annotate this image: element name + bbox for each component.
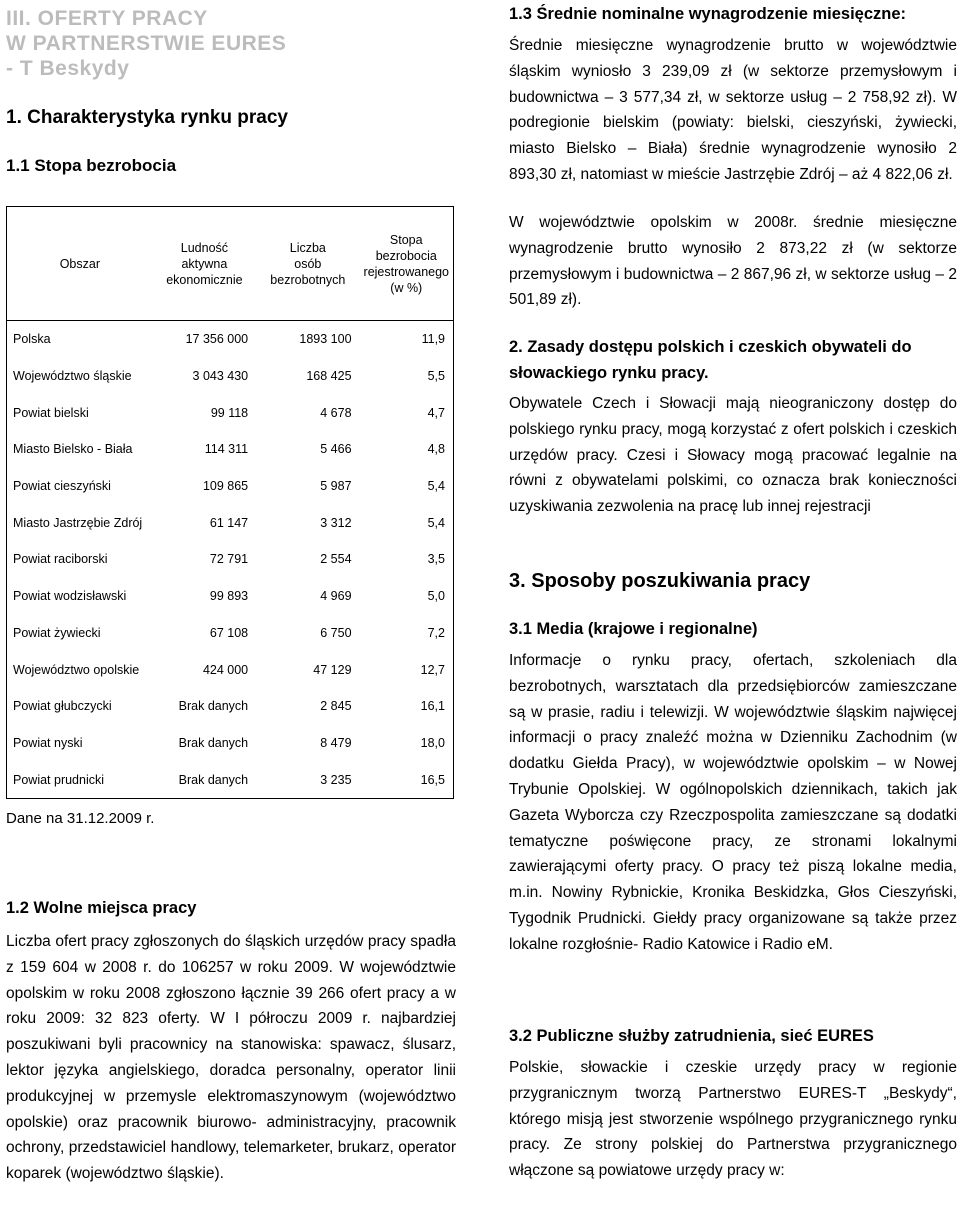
cell-rate: 5,4 [427, 479, 445, 494]
header-line: rejestrowanego [363, 264, 449, 279]
paragraph-1-3b: W województwie opolskim w 2008r. średnie miesięczne wynagrodzenie brutto wynosiło 2 873,22 zł (w sektorze przemysłowym i budownictwa – 2 867,96 zł, w sektorze usług – 2 501,89 zł). [509, 214, 957, 309]
header-rate [360, 207, 454, 321]
heading-1: 1. Charakterystyka rynku pracy [6, 107, 288, 128]
unemployment-table [6, 206, 454, 799]
cell-area: Miasto Bielsko - Biała [13, 442, 133, 457]
cell-area: Polska [13, 332, 51, 347]
cell-unemployed: 2 554 [320, 552, 352, 567]
cell-population: 67 108 [209, 625, 249, 640]
header-unemployed [256, 207, 359, 321]
cell-unemployed: 8 479 [320, 735, 352, 750]
cell-unemployed: 1893 100 [299, 332, 352, 347]
paragraph-1-3a: Średnie miesięczne wynagrodzenie brutto w województwie śląskim wyniosło 3 239,09 zł (w sektorze przemysłowym i budownictwa – 3 577,34 zł, w sektorze usług – 2 758,92 zł). W podregionie bielskim (powiaty: bielski, cieszyński, żywiecki, miasto Bielsko – Biała) średnie wynagrodzenie wynosiło 2 893,30 zł, natomiast w mieście Jastrzębie Zdrój – aż 4 822,06 zł. [509, 37, 957, 183]
paragraph-1-2: Liczba ofert pracy zgłoszonych do śląskich urzędów pracy spadła z 159 604 w 2008 r. do 106257 w roku 2009. W województwie opolskim w roku 2008 zgłoszono łącznie 39 266 ofert pracy a w roku 2009: 32 823 oferty. W I półroczu 2009 r. najbardziej poszukiwani byli pracownicy na stanowiska: spawacz, ślusarz, lektor języka angielskiego, doradca personalny, operator linii produkcyjnej w przemysle elektromaszynowym (województwo opolskie) oraz pracownik biurowo- administracyjny, pracownik ochrony, przedstawiciel handlowy, telemarketer, brukarz, operator koparek (województwo śląskie). [6, 933, 456, 1183]
table-row [7, 615, 454, 652]
table-header-row [7, 207, 454, 321]
cell-rate: 4,8 [427, 442, 445, 457]
cell-area: Powiat wodzisławski [13, 589, 127, 604]
table-row [7, 358, 454, 395]
table-row [7, 541, 454, 578]
heading-2: 2. Zasady dostępu polskich i czeskich obywateli do słowackiego rynku pracy. [509, 338, 912, 382]
cell-area: Powiat żywiecki [13, 625, 101, 640]
table-row [7, 504, 454, 541]
cell-unemployed: 4 678 [320, 405, 352, 420]
header-population [153, 207, 256, 321]
table-row [7, 688, 454, 725]
cell-population: 72 791 [209, 552, 249, 567]
cell-population: 114 311 [204, 442, 249, 457]
heading-3-1: 3.1 Media (krajowe i regionalne) [509, 620, 758, 638]
section-title-line: W PARTNERSTWIE EURES [6, 32, 287, 55]
header-line: bezrobocia [375, 248, 437, 263]
cell-rate: 5,5 [427, 369, 445, 384]
cell-population: 17 356 000 [185, 332, 249, 347]
data-date-note: Dane na 31.12.2009 r. [6, 810, 155, 827]
table-row [7, 651, 454, 688]
cell-rate: 16,1 [420, 699, 445, 714]
cell-population: Brak danych [178, 699, 249, 714]
table-row [7, 468, 454, 505]
cell-area: Powiat prudnicki [13, 772, 105, 787]
cell-area: Województwo śląskie [13, 369, 132, 384]
heading-3: 3. Sposoby poszukiwania pracy [509, 570, 811, 592]
cell-rate: 5,0 [427, 589, 445, 604]
cell-unemployed: 4 969 [320, 589, 352, 604]
section-title-line: III. OFERTY PRACY [6, 7, 208, 30]
header-line: Ludność [180, 240, 229, 255]
header-area: Obszar [7, 207, 153, 321]
cell-rate: 11,9 [421, 332, 445, 347]
cell-unemployed: 47 129 [313, 662, 352, 677]
cell-rate: 5,4 [427, 515, 445, 530]
cell-population: Brak danych [178, 735, 249, 750]
header-line: osób [294, 256, 322, 271]
cell-population: 424 000 [202, 662, 249, 677]
cell-unemployed: 6 750 [320, 625, 352, 640]
cell-rate: 18,0 [420, 735, 445, 750]
cell-rate: 16,5 [420, 772, 445, 787]
cell-population: 99 893 [209, 589, 249, 604]
cell-rate: 7,2 [427, 625, 445, 640]
paragraph-3-1: Informacje o rynku pracy, ofertach, szkoleniach dla bezrobotnych, warsztatach dla przedsiębiorców zamieszczane są w prasie, radiu i telewizji. W województwie śląskim najwięcej informacji o pracy znaleźć można w Dzienniku Zachodnim (w dodatku Giełda Pracy), w województwie opolskim – w Nowej Trybunie Opolskiej. W ogólnopolskich dziennikach, takich jak Gazeta Wyborcza czy Rzeczpospolita zamieszczane są dodatki tematyczne poświęcone pracy, ze stronami lokalnymi zawierającymi oferty pracy. O pracy też piszą lokalne media, m.in. Nowiny Rybnickie, Kronika Beskidzka, Głos Cieszyński, Tygodnik Prudnicki. Giełdy pracy organizowane są także przez lokalne rozgłośnie- Radio Katowice i Radio eM. [509, 652, 957, 953]
cell-area: Powiat bielski [13, 405, 89, 420]
header-line: (w %) [390, 280, 423, 295]
header-line: Stopa [389, 232, 423, 247]
cell-population: 3 043 430 [192, 369, 249, 384]
cell-population: 61 147 [209, 515, 249, 530]
cell-rate: 4,7 [427, 405, 445, 420]
section-title [6, 6, 286, 81]
cell-area: Powiat głubczycki [13, 699, 112, 714]
table-row [7, 761, 454, 798]
table-row [7, 431, 454, 468]
cell-population: Brak danych [178, 772, 249, 787]
cell-area: Powiat nyski [13, 735, 83, 750]
cell-area: Powiat raciborski [13, 552, 108, 567]
table-row [7, 321, 454, 358]
paragraph-2: Obywatele Czech i Słowacji mają nieograniczony dostęp do polskiego rynku pracy, mogą korzystać z ofert polskich i czeskich urzędów pracy. Czesi i Słowacy mogą pracować legalnie na równi z obywatelami polskimi, co oznacza brak konieczności uzyskiwania zezwolenia na pracę lub innej rejestracji [509, 395, 957, 516]
cell-area: Miasto Jastrzębie Zdrój [13, 515, 143, 530]
header-line: bezrobotnych [270, 272, 346, 287]
cell-unemployed: 3 312 [320, 515, 352, 530]
paragraph-3-2: Polskie, słowackie i czeskie urzędy pracy w regionie przygranicznym tworzą Partnerstwo EURES-T „Beskydy“, którego misją jest stworzenie wspólnego przygranicznego rynku pracy. Ze strony polskiej do Partnerstwa przygranicznego włączone są powiatowe urzędy pracy w: [509, 1059, 957, 1180]
cell-area: Województwo opolskie [13, 662, 140, 677]
table-body [7, 321, 454, 799]
heading-1-1: 1.1 Stopa bezrobocia [6, 156, 177, 175]
cell-unemployed: 3 235 [320, 772, 352, 787]
table-row [7, 394, 454, 431]
cell-rate: 3,5 [427, 552, 445, 567]
cell-population: 109 865 [202, 479, 249, 494]
section-title-line: - T Beskydy [6, 57, 130, 80]
table-row [7, 578, 454, 615]
table-row [7, 725, 454, 762]
heading-1-3: 1.3 Średnie nominalne wynagrodzenie miesięczne: [509, 5, 907, 23]
heading-1-2: 1.2 Wolne miejsca pracy [6, 899, 197, 917]
cell-rate: 12,7 [420, 662, 445, 677]
cell-population: 99 118 [210, 405, 249, 420]
header-line: Liczba [289, 240, 326, 255]
header-line: ekonomicznie [166, 272, 243, 287]
cell-area: Powiat cieszyński [13, 479, 111, 494]
cell-unemployed: 168 425 [306, 369, 352, 384]
cell-unemployed: 2 845 [320, 699, 352, 714]
cell-unemployed: 5 987 [320, 479, 352, 494]
cell-unemployed: 5 466 [320, 442, 352, 457]
header-line: aktywna [181, 256, 228, 271]
heading-3-2: 3.2 Publiczne służby zatrudnienia, sieć EURES [509, 1027, 874, 1045]
